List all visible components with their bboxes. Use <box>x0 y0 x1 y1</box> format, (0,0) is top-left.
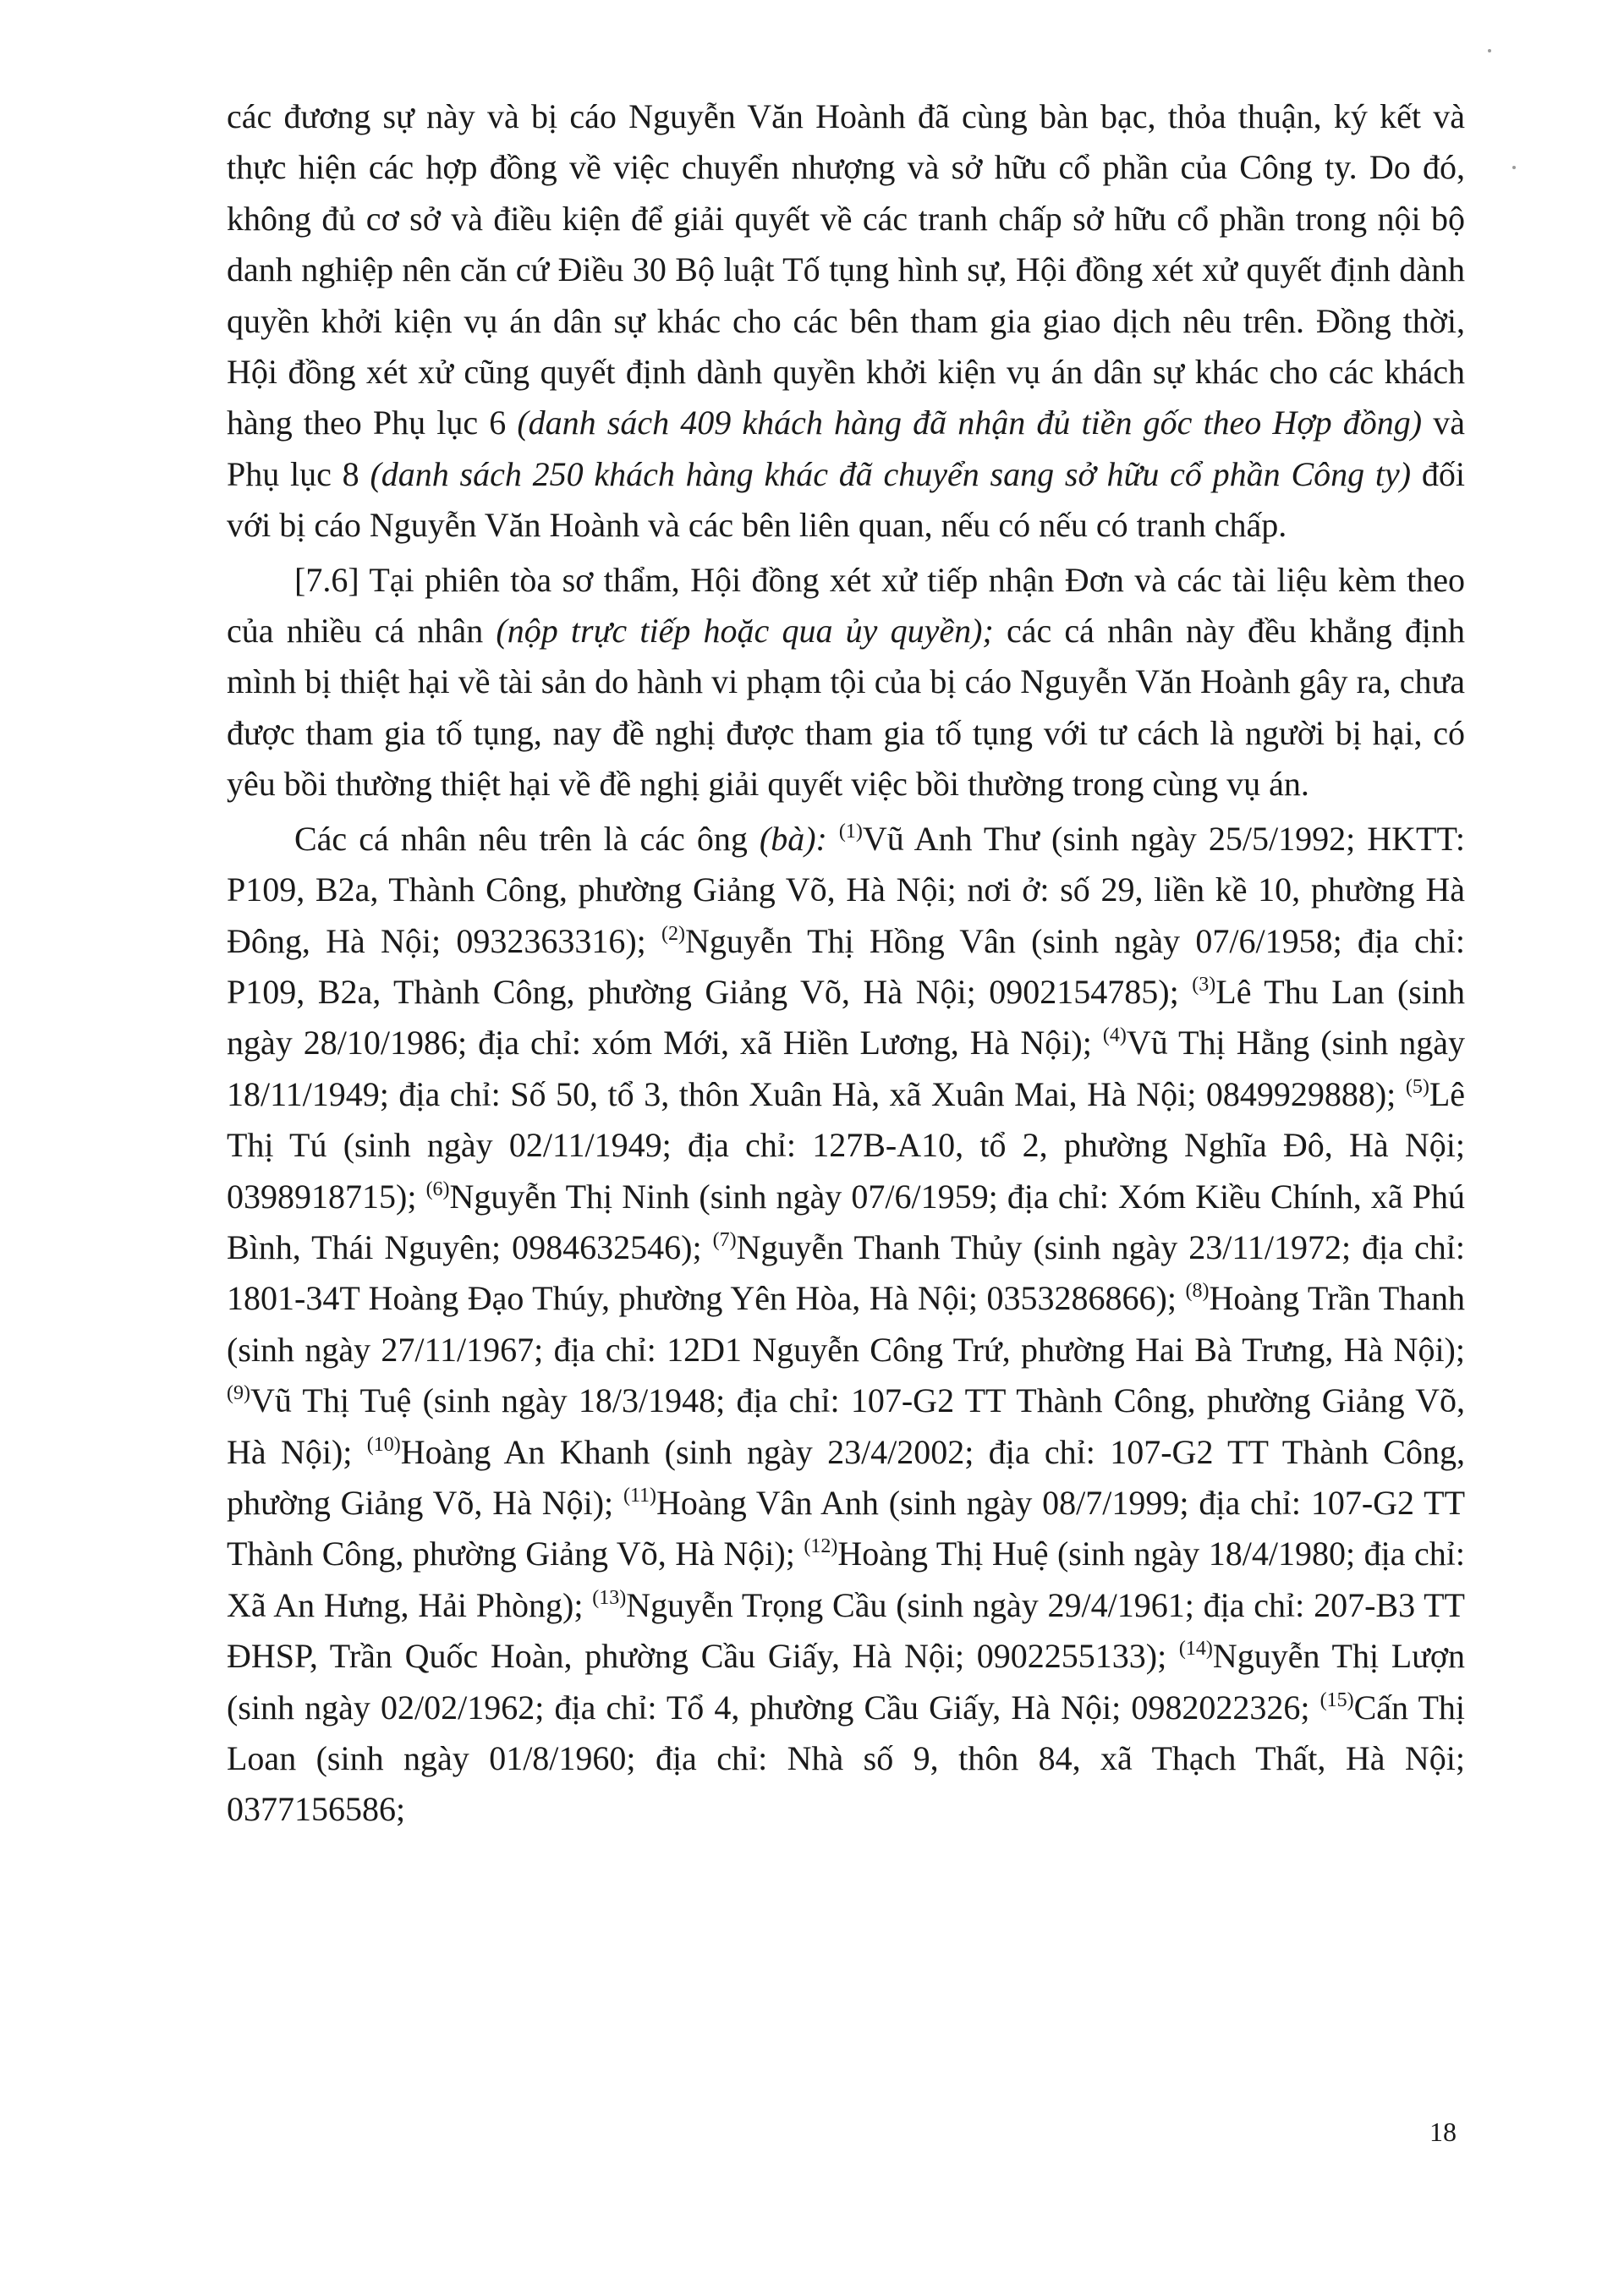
claimant-list <box>227 820 1465 1829</box>
claimant-item: $^{(3)}$Lê Thu Lan (sinh ngày 28/10/1986; địa chỉ: xóm Mới, xã Hiền Lương, Hà Nội); <box>227 972 1466 1062</box>
claimant-item: $^{(9)}$Vũ Thị Tuệ (sinh ngày 18/3/1948; địa chỉ: 107-G2 TT Thành Công, phường Giảng Võ, Hà Nội); <box>227 1381 1465 1471</box>
scan-speck <box>1512 166 1516 169</box>
paragraph-1: các đương sự này và bị cáo Nguyễn Văn Hoành đã cùng bàn bạc, thỏa thuận, ký kết và thực hiện các hợp đồng về việc chuyển nhượng và sở hữu cổ phần của Công ty. Do đó, không đủ cơ sở và điều kiện để giải quyết về các tranh chấp sở hữu cổ phần trong nội bộ danh nghiệp nên căn cứ Điều 30 Bộ luật Tố tụng hình sự, Hội đồng xét xử quyết định dành quyền khởi kiện vụ án dân sự khác cho các bên tham gia giao dịch nêu trên. Đồng thời, Hội đồng xét xử cũng quyết định dành quyền khởi kiện vụ án dân sự khác cho các khách hàng theo Phụ lục 6 (danh sách 409 khách hàng đã nhận đủ tiền gốc theo Hợp đồng) và Phụ lục 8 (danh sách 250 khách hàng khác đã chuyển sang sở hữu cổ phần Công ty) đối với bị cáo Nguyễn Văn Hoành và các bên liên quan, nếu có nếu có tranh chấp. <box>227 97 1465 545</box>
footnote-marker: (6) <box>425 1178 450 1200</box>
footnote-marker: (11) <box>623 1484 657 1507</box>
paragraph-7-6: [7.6] Tại phiên tòa sơ thẩm, Hội đồng xét xử tiếp nhận Đơn và các tài liệu kèm theo của nhiều cá nhân (nộp trực tiếp hoặc qua ủy quyền); các cá nhân này đều khẳng định mình bị thiệt hại về tài sản do hành vi phạm tội của bị cáo Nguyễn Văn Hoành gây ra, chưa được tham gia tố tụng, nay đề nghị được tham gia tố tụng với tư cách là người bị hại, có yêu bồi thường thiệt hại về đề nghị giải quyết việc bồi thường trong cùng vụ án. <box>227 560 1465 804</box>
footnote-marker: (10) <box>366 1433 401 1456</box>
claimant-item: $^{(11)}$Hoàng Vân Anh (sinh ngày 08/7/1999; địa chỉ: 107-G2 TT Thành Công, phường Giảng Võ, Hà Nội); <box>227 1483 1466 1573</box>
scan-speck <box>1488 49 1491 52</box>
footnote-marker: (5) <box>1405 1075 1429 1098</box>
claimant-item: $^{(7)}$Nguyễn Thanh Thủy (sinh ngày 23/11/1972; địa chỉ: 1801-34T Hoàng Đạo Thúy, phường Yên Hòa, Hà Nội; 0353286866); <box>227 1227 1465 1318</box>
claimant-item: $^{(4)}$Vũ Thị Hằng (sinh ngày 18/11/1949; địa chỉ: Số 50, tổ 3, thôn Xuân Hà, xã Xuân Mai, Hà Nội; 0849929888); <box>227 1024 1466 1113</box>
paragraph-claimants: Các cá nhân nêu trên là các ông (bà): $^{(1)}$Vũ Anh Thư (sinh ngày 25/5/1992; HKTT: P109, B2a, Thành Công, phường Giảng Võ, Hà Nội; nơi ở: số 29, liền kề 10, phường Hà Đông, Hà Nội; 0932363316); $^{(2)}$Nguyễn Thị Hồng Vân (sinh ngày 07/6/1958; địa chỉ: P109, B2a, Thành Công, phường Giảng Võ, Hà Nội; 0902154785); $^{(3)}$Lê Thu Lan (sinh ngày 28/10/1986; địa chỉ: xóm Mới, xã Hiền Lương, Hà Nội); $^{(4)}$Vũ Thị Hằng (sinh ngày 18/11/1949; địa chỉ: Số 50, tổ 3, thôn Xuân Hà, xã Xuân Mai, Hà Nội; 0849929888); $^{(5)}$Lê Thị Tú (sinh ngày 02/11/1949; địa chỉ: 127B-A10, tổ 2, phường Nghĩa Đô, Hà Nội; 0398918715); $^{(6)}$Nguyễn Thị Ninh (sinh ngày 07/6/1959; địa chỉ: Xóm Kiều Chính, xã Phú Bình, Thái Nguyên; 0984632546); $^{(7)}$Nguyễn Thanh Thủy (sinh ngày 23/11/1972; địa chỉ: 1801-34T Hoàng Đạo Thúy, phường Yên Hòa, Hà Nội; 0353286866); $^{(8)}$Hoàng Trần Thanh (sinh ngày 27/11/1967; địa chỉ: 12D1 Nguyễn Công Trứ, phường Hai Bà Trưng, Hà Nội); $^{(9)}$Vũ Thị Tuệ (sinh ngày 18/3/1948; địa chỉ: 107-G2 TT Thành Công, phường Giảng Võ, Hà Nội); $^{(10)}$Hoàng An Khanh (sinh ngày 23/4/2002; địa chỉ: 107-G2 TT Thành Công, phường Giảng Võ, Hà Nội); $^{(11)}$Hoàng Vân Anh (sinh ngày 08/7/1999; địa chỉ: 107-G2 TT Thành Công, phường Giảng Võ, Hà Nội); $^{(12)}$Hoàng Thị Huệ (sinh ngày 18/4/1980; địa chỉ: Xã An Hưng, Hải Phòng); $^{(13)}$Nguyễn Trọng Cầu (sinh ngày 29/4/1961; địa chỉ: 207-B3 TT ĐHSP, Trần Quốc Hoàn, phường Cầu Giấy, Hà Nội; 0902255133); $^{(14)}$Nguyễn Thị Lượn (sinh ngày 02/02/1962; địa chỉ: Tổ 4, phường Cầu Giấy, Hà Nội; 0982022326; $^{(15)}$Cấn Thị Loan (sinh ngày 01/8/1960; địa chỉ: Nhà số 9, thôn 84, xã Thạch Thất, Hà Nội; 0377156586; <box>227 819 1466 1829</box>
footnote-marker: (12) <box>804 1535 838 1558</box>
claimant-item: $^{(5)}$Lê Thị Tú (sinh ngày 02/11/1949; địa chỉ: 127B-A10, tổ 2, phường Nghĩa Đô, Hà Nội; 0398918715); <box>227 1074 1465 1216</box>
footnote-marker: (2) <box>661 922 685 945</box>
claimant-item: $^{(8)}$Hoàng Trần Thanh (sinh ngày 27/11/1967; địa chỉ: 12D1 Nguyễn Công Trứ, phường Hai Bà Trưng, Hà Nội); <box>227 1279 1465 1369</box>
document-page <box>227 91 1465 1836</box>
page-number: 18 <box>1429 2117 1457 2147</box>
footnote-marker: (7) <box>712 1228 737 1251</box>
claimant-item: $^{(6)}$Nguyễn Thị Ninh (sinh ngày 07/6/1959; địa chỉ: Xóm Kiều Chính, xã Phú Bình, Thái Nguyên; 0984632546); <box>227 1177 1465 1266</box>
claimant-item: $^{(10)}$Hoàng An Khanh (sinh ngày 23/4/2002; địa chỉ: 107-G2 TT Thành Công, phường Giảng Võ, Hà Nội); <box>227 1432 1465 1522</box>
claimant-item: $^{(2)}$Nguyễn Thị Hồng Vân (sinh ngày 07/6/1958; địa chỉ: P109, B2a, Thành Công, phường Giảng Võ, Hà Nội; 0902154785); <box>227 921 1465 1011</box>
footnote-marker: (8) <box>1185 1280 1210 1303</box>
claimant-item: $^{(12)}$Hoàng Thị Huệ (sinh ngày 18/4/1980; địa chỉ: Xã An Hưng, Hải Phòng); <box>227 1535 1465 1624</box>
footnote-marker: (1) <box>838 820 863 843</box>
footnote-marker: (9) <box>227 1382 250 1405</box>
footnote-marker: (15) <box>1320 1688 1354 1711</box>
claimant-item: $^{(15)}$Cấn Thị Loan (sinh ngày 01/8/1960; địa chỉ: Nhà số 9, thôn 84, xã Thạch Thất, Hà Nội; 0377156586; <box>227 1688 1465 1829</box>
claimant-item: $^{(14)}$Nguyễn Thị Lượn (sinh ngày 02/02/1962; địa chỉ: Tổ 4, phường Cầu Giấy, Hà Nội; 0982022326; <box>227 1637 1465 1727</box>
claimant-item: $^{(13)}$Nguyễn Trọng Cầu (sinh ngày 29/4/1961; địa chỉ: 207-B3 TT ĐHSP, Trần Quốc Hoàn, phường Cầu Giấy, Hà Nội; 0902255133); <box>227 1585 1465 1676</box>
footnote-marker: (3) <box>1192 973 1216 996</box>
footnote-marker: (4) <box>1102 1024 1127 1047</box>
footnote-marker: (14) <box>1178 1638 1213 1661</box>
footnote-marker: (13) <box>592 1586 627 1609</box>
claimant-item: $^{(1)}$Vũ Anh Thư (sinh ngày 25/5/1992; HKTT: P109, B2a, Thành Công, phường Giảng Võ, Hà Nội; nơi ở: số 29, liền kề 10, phường Hà Đông, Hà Nội; 0932363316); <box>227 819 1465 960</box>
